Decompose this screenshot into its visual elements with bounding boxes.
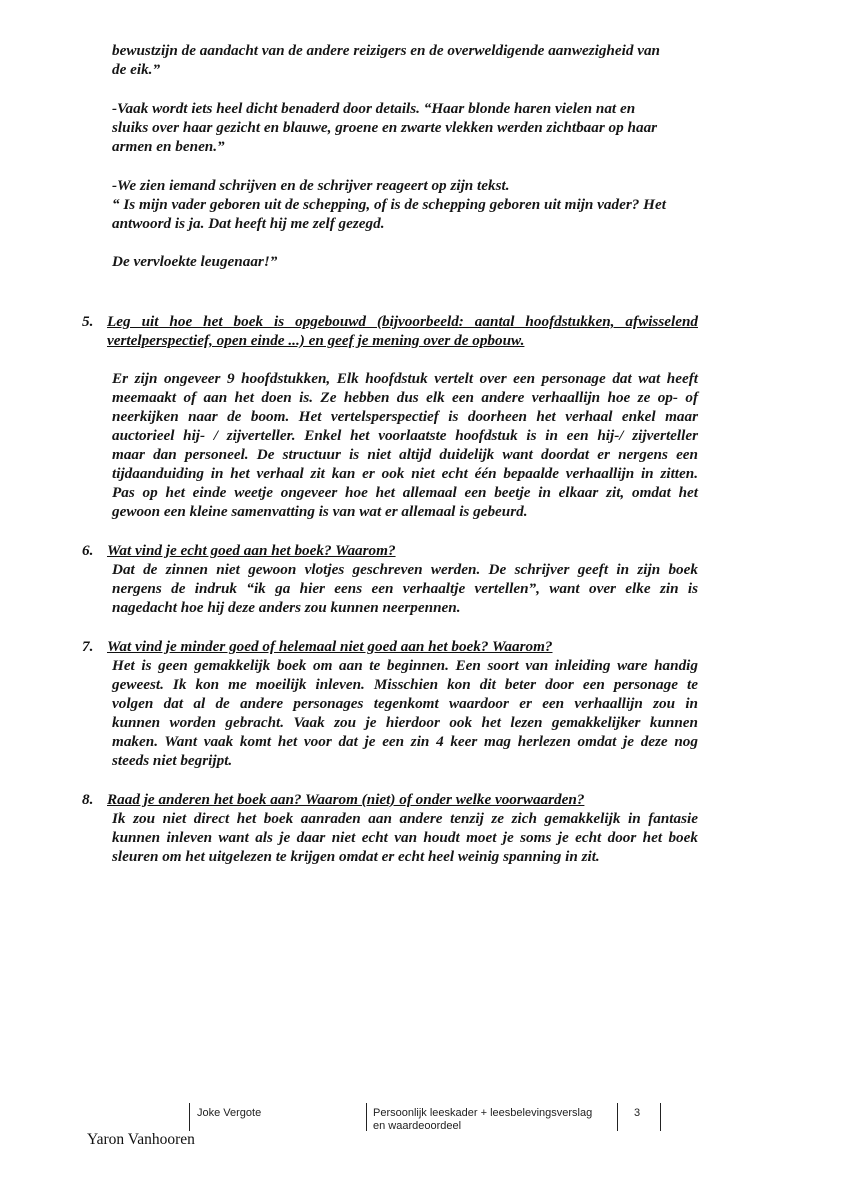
intro-line: De vervloekte leugenaar!” <box>112 253 278 270</box>
question-number: 6. <box>82 542 94 559</box>
answer-line: maar dan personeel. De structuur is niet altijd duidelijk want doordat er nergens een <box>112 446 698 463</box>
question-number: 8. <box>82 791 94 808</box>
answer-line: maken. Want vaak komt het voor dat je een zin 4 keer mag herlezen omdat je deze nog <box>112 733 698 750</box>
intro-line: bewustzijn de aandacht van de andere reizigers en de overweldigende aanwezigheid van <box>112 42 661 59</box>
answer-line: Er zijn ongeveer 9 hoofdstukken, Elk hoofdstuk vertelt over een personage dat wat heeft <box>112 370 698 387</box>
answer-line: meemaakt of aan het doen is. Ze hebben dus elk een andere verhaallijn hoe ze op- of <box>112 389 698 406</box>
answer-line: tijdaanduiding in het verhaal zit kan er ook niet echt één bepaalde verhaallijn in zitten. <box>112 465 698 482</box>
footer-divider <box>189 1103 190 1131</box>
answer-line: gewoon een kleine samenvatting is van wat er allemaal is gebeurd. <box>112 503 528 520</box>
answer-line: geweest. Ik kon me moeilijk inleven. Misschien kon dit beter door een personage te <box>112 676 698 693</box>
question-number: 7. <box>82 638 94 655</box>
footer-divider <box>617 1103 618 1131</box>
page-number: 3 <box>634 1107 641 1119</box>
footer-doc-title: en waardeoordeel <box>373 1120 462 1132</box>
intro-line: -We zien iemand schrijven en de schrijver reageert op zijn tekst. <box>112 177 510 194</box>
answer-line: kunnen inleven want als je daar niet echt van houdt moet je soms je echt door het boek <box>112 829 698 846</box>
answer-line: kunnen worden gebracht. Vaak zou je hierdoor ook het lezen gemakkelijker kunnen <box>112 714 698 731</box>
answer-line: sleuren om het uitgelezen te krijgen omdat er echt heel weinig spanning in zit. <box>112 848 600 865</box>
author-name: Yaron Vanhooren <box>87 1131 195 1148</box>
footer-divider <box>660 1103 661 1131</box>
intro-line: -Vaak wordt iets heel dicht benaderd door details. “Haar blonde haren vielen nat en <box>112 100 636 117</box>
intro-line: armen en benen.” <box>112 138 225 155</box>
answer-line: neerkijken naar de boom. Het vertelsperspectief is doorheen het verhaal enkel maar <box>112 408 698 425</box>
intro-line: “ Is mijn vader geboren uit de schepping, of is de schepping geboren uit mijn vader? Het <box>112 196 666 213</box>
question-heading: Raad je anderen het boek aan? Waarom (niet) of onder welke voorwaarden? <box>107 791 585 808</box>
answer-line: auctorieel hij- / zijverteller. Enkel het voorlaatste hoofdstuk is in een hij-/ zijverteller <box>112 427 698 444</box>
answer-line: Dat de zinnen niet gewoon vlotjes geschreven werden. De schrijver geeft in zijn boek <box>112 561 698 578</box>
answer-line: nagedacht hoe hij deze anders zou kunnen neerpennen. <box>112 599 461 616</box>
question-heading: Wat vind je echt goed aan het boek? Waarom? <box>107 542 396 559</box>
answer-line: volgen dat al de andere personages tegenkomt waardoor er een verhaallijn zou in <box>112 695 698 712</box>
answer-line: Pas op het einde weetje ongeveer hoe het allemaal een beetje in elkaar zit, omdat het <box>112 484 698 501</box>
question-heading: vertelperspectief, open einde ...) en geef je mening over de opbouw. <box>107 332 525 349</box>
intro-line: sluiks over haar gezicht en blauwe, groene en zwarte vlekken werden zichtbaar op haar <box>112 119 658 136</box>
answer-line: nergens de indruk “ik ga hier eens een verhaaltje vertellen”, want over elke zin is <box>112 580 698 597</box>
footer-divider <box>366 1103 367 1131</box>
intro-line: de eik.” <box>112 61 161 78</box>
question-heading: Wat vind je minder goed of helemaal niet goed aan het boek? Waarom? <box>107 638 553 655</box>
intro-line: antwoord is ja. Dat heeft hij me zelf gezegd. <box>112 215 385 232</box>
footer-teacher: Joke Vergote <box>197 1107 262 1119</box>
question-number: 5. <box>82 313 94 330</box>
answer-line: Ik zou niet direct het boek aanraden aan andere tenzij ze zich gemakkelijk in fantasie <box>112 810 698 827</box>
answer-line: Het is geen gemakkelijk boek om aan te beginnen. Een soort van inleiding ware handig <box>112 657 698 674</box>
answer-line: steeds niet begrijpt. <box>112 752 233 769</box>
question-heading: Leg uit hoe het boek is opgebouwd (bijvoorbeeld: aantal hoofdstukken, afwisselend <box>107 313 698 330</box>
footer-doc-title: Persoonlijk leeskader + leesbelevingsverslag <box>373 1107 593 1119</box>
